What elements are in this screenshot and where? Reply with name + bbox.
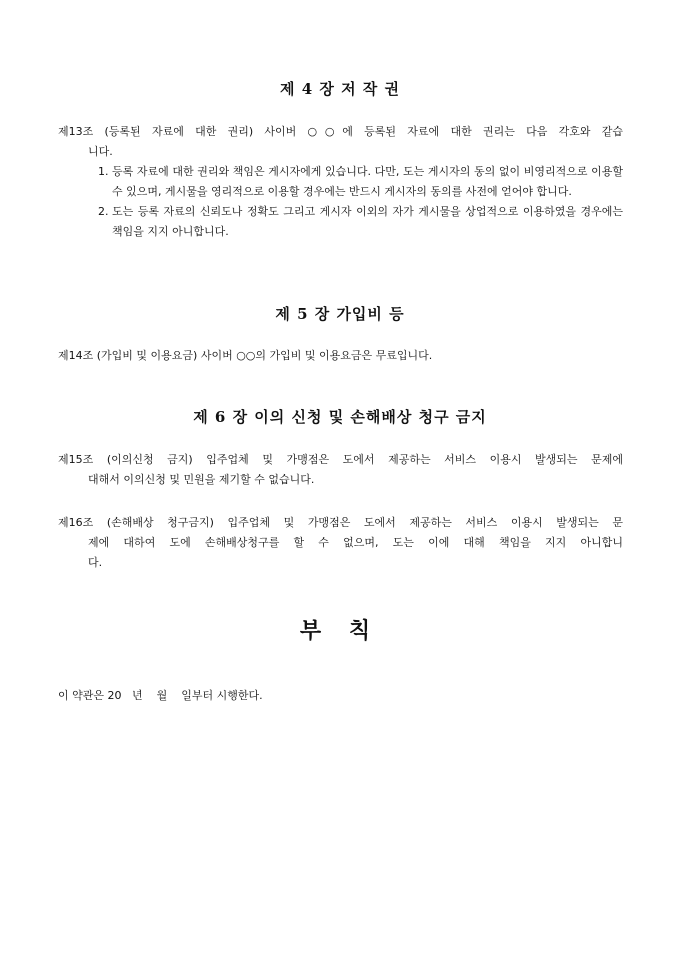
article-16 bbox=[58, 513, 623, 573]
appendix-text: 이 약관은 20 년 월 일부터 시행한다. bbox=[58, 689, 263, 702]
item-number: 1. bbox=[98, 165, 109, 178]
article-13-item-2 bbox=[98, 202, 623, 242]
chapter-6-title: 제 6 장 이의 신청 및 손해배상 청구 금지 bbox=[193, 408, 487, 426]
article-13-line-2: 니다. bbox=[88, 145, 113, 158]
article-16-line-3: 다. bbox=[88, 556, 103, 569]
item-text: 도는 등록 자료의 신뢰도나 정확도 그리고 게시자 이외의 자가 게시물을 상업적으로 이용하였을 경우에는 책임을 지지 아니합니다. bbox=[112, 205, 623, 238]
article-16-line-2: 제에 대하여 도에 손해배상청구를 할 수 없으며, 도는 이에 대해 책임을 지지 아니합니 bbox=[88, 536, 623, 549]
article-13-items bbox=[98, 162, 623, 242]
item-number: 2. bbox=[98, 205, 109, 218]
article-13-line-1: 제13조 (등록된 자료에 대한 권리) 사이버 ○○에 등록된 자료에 대한 권리는 다음 각호와 같습 bbox=[58, 125, 623, 138]
article-14-text: 제14조 (가입비 및 이용요금) 사이버 ○○의 가입비 및 이용요금은 무료입니다. bbox=[58, 349, 433, 362]
article-16-line-1: 제16조 (손해배상 청구금지) 입주업체 및 가맹점은 도에서 제공하는 서비스 이용시 발생되는 문 bbox=[58, 516, 623, 529]
item-text: 등록 자료에 대한 권리와 책임은 게시자에게 있습니다. 다만, 도는 게시자의 동의 없이 비영리적으로 이용할 수 있으며, 게시물을 영리적으로 이용할 경우에는 반드시 게시자의 동의를 사전에 얻어야 합니다. bbox=[112, 165, 623, 198]
article-15 bbox=[58, 450, 623, 490]
appendix-title: 부 칙 bbox=[299, 618, 381, 644]
article-13-item-1 bbox=[98, 162, 623, 202]
article-15-line-1: 제15조 (이의신청 금지) 입주업체 및 가맹점은 도에서 제공하는 서비스 이용시 발생되는 문제에 bbox=[58, 453, 623, 466]
article-15-line-2: 대해서 이의신청 및 민원을 제기할 수 없습니다. bbox=[88, 473, 315, 486]
article-14 bbox=[58, 346, 623, 366]
chapter-5-title: 제 5 장 가입비 등 bbox=[275, 305, 405, 323]
chapter-4-title: 제 4 장 저 작 권 bbox=[280, 80, 400, 98]
article-13 bbox=[58, 122, 623, 162]
